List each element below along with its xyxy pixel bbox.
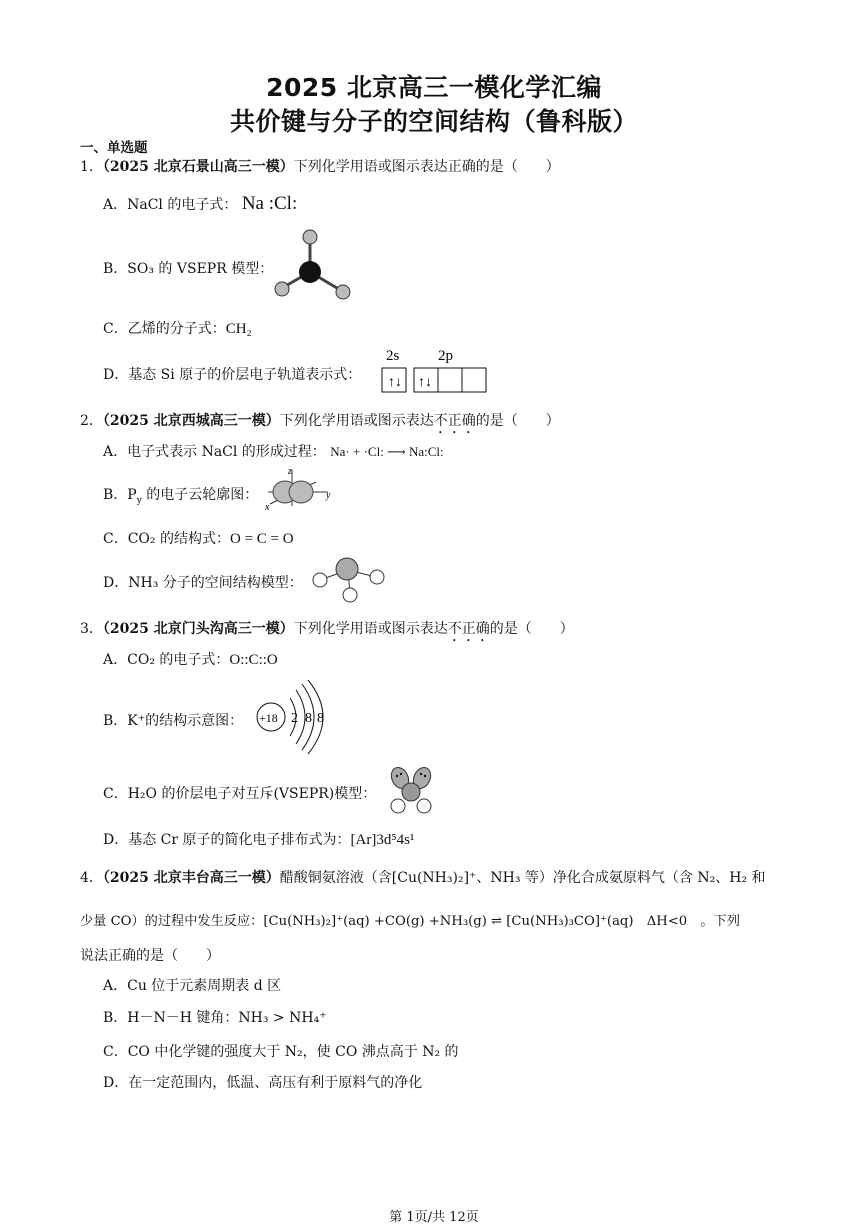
q2-option-b: B．$P_y$ 的电子云轮廓图： [103,487,259,506]
svg-text:z: z [288,466,292,477]
svg-text:+18: +18 [259,711,278,725]
si-orbital-diagram [380,346,492,396]
nacl-electron-formula: Na :Cl: [241,193,298,214]
k-ion-structure-figure [254,676,334,754]
q3-option-c: C．H₂O 的价层电子对互斥(VSEPR)模型： [103,786,377,802]
q4-option-a: A．Cu 位于元素周期表 d 区 [103,978,282,994]
section-heading: 一、单选题 [80,140,148,156]
so3-vsepr-model-figure [270,228,360,303]
page-title: 2025 北京高三一模化学汇编 [266,73,602,102]
nh3-spatial-model-figure [310,556,390,604]
q4-option-d: D．在一定范围内，低温、高压有利于原料气的净化 [103,1075,423,1091]
q3-option-a: A．CO₂ 的电子式：O::C::O [103,652,278,668]
py-electron-cloud-figure [262,466,336,513]
question-1-stem: 1．（2025 北京石景山高三一模）下列化学用语或图示表达正确的是（ ） [80,159,560,175]
q1-option-b: B．SO₃ 的 VSEPR 模型： [103,261,274,277]
svg-text:2: 2 [291,711,298,726]
q1-option-d: D．基态 Si 原子的价层电子轨道表示式： [103,367,362,383]
svg-text:y: y [326,490,331,501]
h2o-vsepr-model-figure [386,766,438,816]
q2-option-c: C．CO₂ 的结构式：O = C = O [103,531,294,547]
svg-text:8: 8 [305,711,312,726]
question-4-stem-line1: 4．（2025 北京丰台高三一模）醋酸铜氨溶液（含[Cu(NH₃)₂]⁺、NH₃ 等）净化合成氨原料气（含 N₂、H₂ 和 [80,870,766,886]
q2-option-d: D．NH₃ 分子的空间结构模型： [103,575,303,591]
page-subtitle: 共价键与分子的空间结构（鲁科版） [229,107,638,136]
svg-text:x: x [265,502,270,513]
page-number: 第 1页/共 12页 [389,1210,479,1225]
question-2-stem: 2．（2025 北京西城高三一模）下列化学用语或图示表达不正确的是（ ） [80,413,560,429]
question-3-stem: 3．（2025 北京门头沟高三一模）下列化学用语或图示表达不正确的是（ ） [80,621,574,637]
q2-option-a: A．电子式表示 NaCl 的形成过程： Na· + ·Cl: ⟶ Na:Cl: [103,444,444,460]
svg-text:↑↓: ↑↓ [388,375,402,390]
q4-option-b: B．H－N－H 键角：NH₃ > NH₄⁺ [103,1010,327,1026]
svg-text:2p: 2p [438,348,453,364]
q1-option-c: C．乙烯的分子式：CH₂ [103,321,252,337]
question-4-stem-line3: 说法正确的是（ ） [80,948,220,964]
q4-option-c: C．CO 中化学键的强度大于 N₂，使 CO 沸点高于 N₂ 的 [103,1044,459,1060]
svg-text:↑↓: ↑↓ [418,375,432,390]
question-4-stem-line2: 少量 CO）的过程中发生反应：[Cu(NH₃)₂]⁺(aq) +CO(g) +NH₃(g) ⇌ [Cu(NH₃)₃CO]⁺(aq) ΔH<0 。下列 [80,914,740,929]
svg-text:2s: 2s [386,348,400,364]
q1-option-a: A．NaCl 的电子式： Na :Cl: [103,193,298,214]
svg-text:8: 8 [317,711,324,726]
q3-option-b: B．K⁺的结构示意图： [103,713,244,729]
q3-option-d: D．基态 Cr 原子的简化电子排布式为：[Ar]3d⁵4s¹ [103,832,415,848]
